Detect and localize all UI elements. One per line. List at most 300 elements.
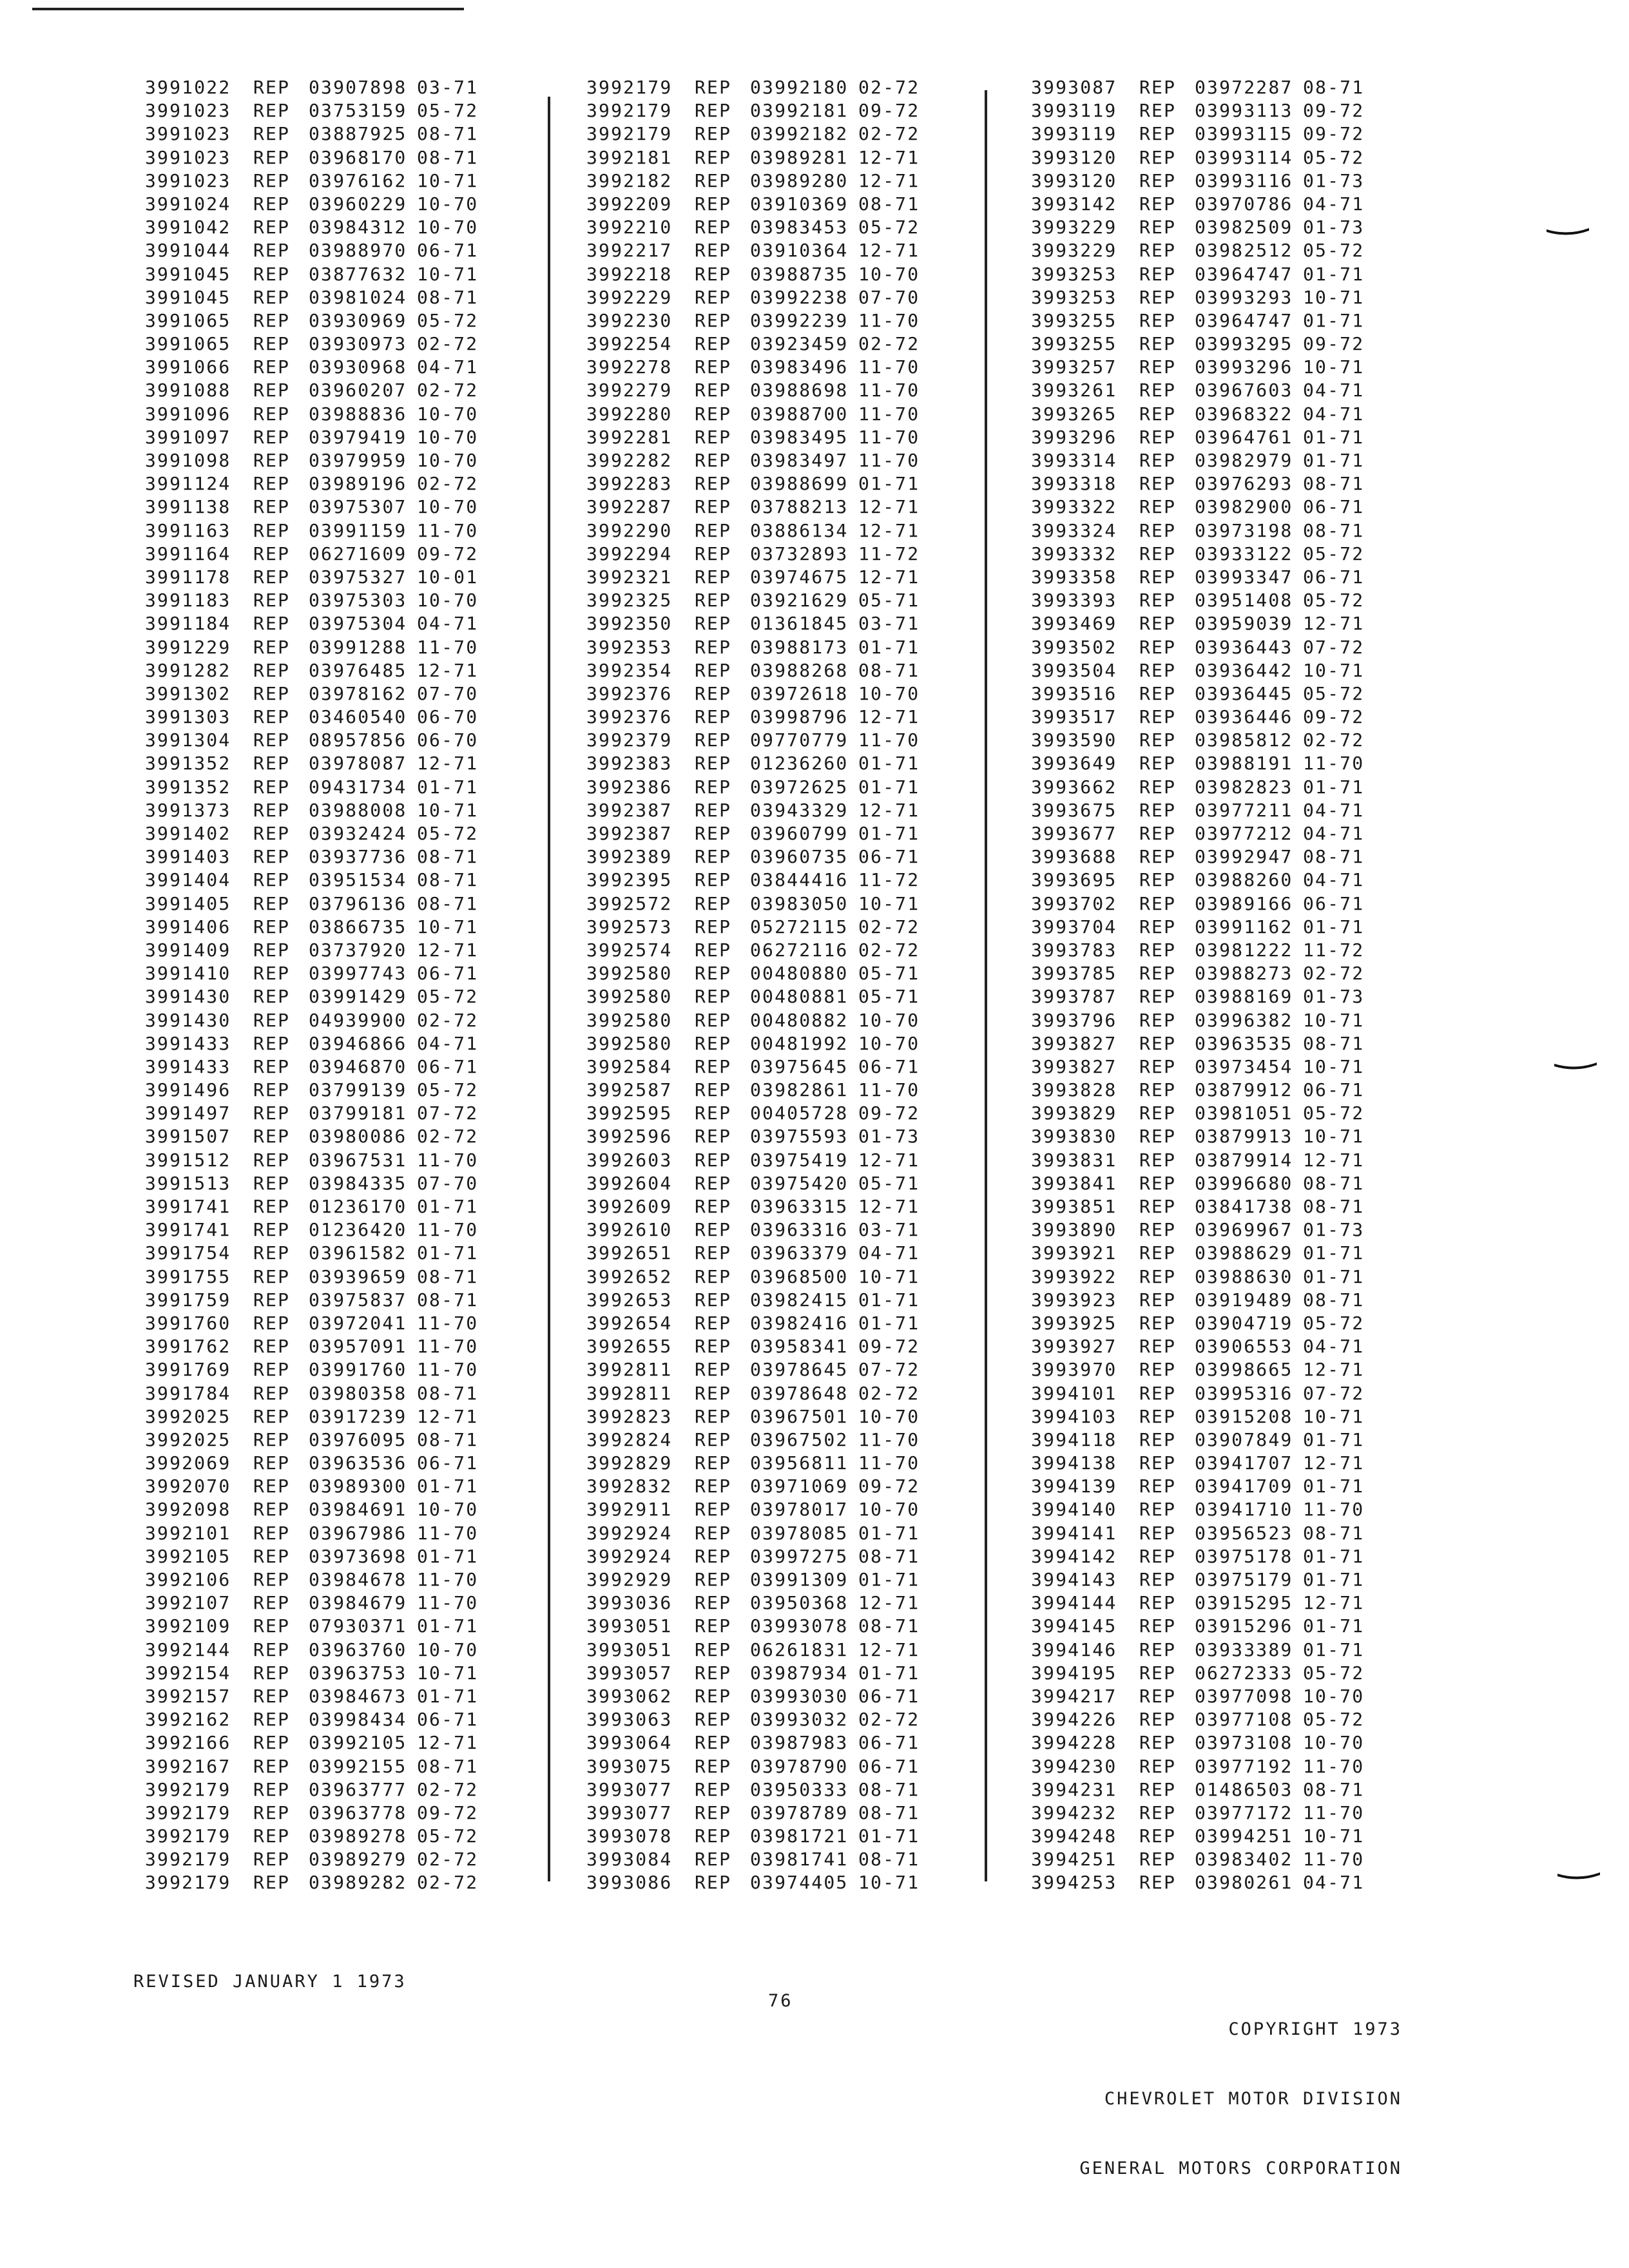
replacement-part-number: 03941709 bbox=[1195, 1475, 1293, 1497]
replacement-part-number: 08957856 bbox=[309, 729, 407, 751]
replacement-code: REP bbox=[253, 77, 291, 98]
replacement-code: REP bbox=[695, 1149, 732, 1171]
replacement-code: REP bbox=[1139, 77, 1177, 98]
replacement-part-number: 03988970 bbox=[309, 240, 407, 262]
effective-date: 05-72 bbox=[1303, 146, 1365, 168]
effective-date: 01-71 bbox=[417, 1545, 479, 1567]
part-number: 3993675 bbox=[1031, 799, 1117, 821]
replacement-code: REP bbox=[253, 1265, 291, 1287]
part-number: 3992181 bbox=[586, 146, 673, 168]
part-row bbox=[586, 1475, 936, 1498]
part-row bbox=[145, 1335, 494, 1358]
part-row bbox=[145, 1475, 494, 1498]
effective-date: 08-71 bbox=[417, 123, 479, 145]
effective-date: 12-71 bbox=[858, 519, 920, 541]
replacement-code: REP bbox=[253, 1569, 291, 1590]
part-row bbox=[1031, 379, 1380, 402]
part-row bbox=[145, 636, 494, 659]
part-number: 3994231 bbox=[1031, 1778, 1117, 1800]
replacement-part-number: 03978648 bbox=[750, 1382, 849, 1404]
part-number: 3992162 bbox=[145, 1709, 231, 1731]
part-row bbox=[586, 776, 936, 799]
replacement-part-number: 03963316 bbox=[750, 1219, 849, 1241]
replacement-part-number: 03975303 bbox=[309, 590, 407, 611]
part-row bbox=[145, 612, 494, 635]
replacement-code: REP bbox=[253, 403, 291, 425]
replacement-code: REP bbox=[253, 426, 291, 448]
replacement-code: REP bbox=[1139, 1172, 1177, 1194]
replacement-part-number: 03994251 bbox=[1195, 1825, 1293, 1847]
replacement-part-number: 03989280 bbox=[750, 169, 849, 191]
replacement-code: REP bbox=[695, 1499, 732, 1521]
effective-date: 12-71 bbox=[858, 1592, 920, 1614]
replacement-part-number: 03978017 bbox=[750, 1499, 849, 1521]
part-number: 3991045 bbox=[145, 286, 231, 308]
part-row bbox=[145, 449, 494, 472]
replacement-code: REP bbox=[695, 1709, 732, 1731]
part-number: 3991065 bbox=[145, 309, 231, 331]
part-row bbox=[586, 216, 936, 239]
part-number: 3993119 bbox=[1031, 100, 1117, 122]
part-row bbox=[1031, 845, 1380, 869]
part-number: 3991184 bbox=[145, 613, 231, 635]
replacement-part-number: 03936443 bbox=[1195, 636, 1293, 658]
effective-date: 07-70 bbox=[417, 682, 479, 704]
part-number: 3994230 bbox=[1031, 1755, 1117, 1777]
effective-date: 11-70 bbox=[1303, 1849, 1365, 1870]
replacement-code: REP bbox=[253, 613, 291, 635]
replacement-code: REP bbox=[1139, 706, 1177, 728]
replacement-code: REP bbox=[695, 986, 732, 1008]
part-number: 3992278 bbox=[586, 356, 673, 378]
replacement-part-number: 03963535 bbox=[1195, 1032, 1293, 1054]
part-number: 3992383 bbox=[586, 753, 673, 774]
replacement-code: REP bbox=[1139, 823, 1177, 844]
replacement-part-number: 03989166 bbox=[1195, 892, 1293, 914]
effective-date: 12-71 bbox=[858, 1196, 920, 1217]
effective-date: 11-70 bbox=[858, 1452, 920, 1474]
part-row bbox=[1031, 1848, 1380, 1871]
part-row bbox=[1031, 122, 1380, 146]
part-row bbox=[145, 309, 494, 332]
part-row bbox=[586, 76, 936, 99]
part-number: 3992379 bbox=[586, 729, 673, 751]
replacement-part-number: 03973698 bbox=[309, 1545, 407, 1567]
part-number: 3991410 bbox=[145, 963, 231, 985]
part-number: 3992069 bbox=[145, 1452, 231, 1474]
part-row bbox=[586, 332, 936, 356]
part-row bbox=[586, 916, 936, 939]
replacement-code: REP bbox=[695, 1592, 732, 1614]
part-number: 3993851 bbox=[1031, 1196, 1117, 1217]
replacement-code: REP bbox=[1139, 1055, 1177, 1077]
effective-date: 08-71 bbox=[858, 1615, 920, 1637]
effective-date: 11-70 bbox=[1303, 1755, 1365, 1777]
replacement-part-number: 03993114 bbox=[1195, 146, 1293, 168]
effective-date: 12-71 bbox=[858, 1639, 920, 1660]
replacement-part-number: 03951408 bbox=[1195, 590, 1293, 611]
replacement-part-number: 03975593 bbox=[750, 1126, 849, 1148]
part-row bbox=[586, 286, 936, 309]
part-number: 3993702 bbox=[1031, 892, 1117, 914]
part-number: 3993829 bbox=[1031, 1102, 1117, 1124]
part-number: 3991229 bbox=[145, 636, 231, 658]
effective-date: 10-70 bbox=[417, 450, 479, 471]
replacement-part-number: 03983402 bbox=[1195, 1849, 1293, 1870]
replacement-code: REP bbox=[253, 706, 291, 728]
effective-date: 12-71 bbox=[417, 1732, 479, 1754]
replacement-code: REP bbox=[253, 169, 291, 191]
replacement-code: REP bbox=[1139, 100, 1177, 122]
part-number: 3993925 bbox=[1031, 1312, 1117, 1334]
effective-date: 08-71 bbox=[417, 1289, 479, 1311]
replacement-part-number: 03975179 bbox=[1195, 1569, 1293, 1590]
replacement-part-number: 03919489 bbox=[1195, 1289, 1293, 1311]
replacement-code: REP bbox=[1139, 939, 1177, 961]
effective-date: 08-71 bbox=[1303, 77, 1365, 98]
replacement-part-number: 03930968 bbox=[309, 356, 407, 378]
effective-date: 11-70 bbox=[858, 309, 920, 331]
part-row bbox=[1031, 1475, 1380, 1498]
effective-date: 12-71 bbox=[417, 1405, 479, 1427]
binding-mark bbox=[1545, 226, 1590, 238]
part-row bbox=[1031, 1755, 1380, 1778]
replacement-code: REP bbox=[695, 1522, 732, 1544]
effective-date: 05-71 bbox=[858, 986, 920, 1008]
replacement-part-number: 03932424 bbox=[309, 823, 407, 844]
replacement-code: REP bbox=[1139, 240, 1177, 262]
effective-date: 12-71 bbox=[858, 496, 920, 518]
replacement-code: REP bbox=[253, 659, 291, 681]
effective-date: 10-71 bbox=[858, 1265, 920, 1287]
replacement-part-number: 03995316 bbox=[1195, 1382, 1293, 1404]
replacement-part-number: 03963315 bbox=[750, 1196, 849, 1217]
replacement-part-number: 03879914 bbox=[1195, 1149, 1293, 1171]
part-number: 3992279 bbox=[586, 380, 673, 401]
part-row bbox=[1031, 216, 1380, 239]
replacement-code: REP bbox=[1139, 193, 1177, 215]
part-row bbox=[1031, 706, 1380, 729]
part-number: 3991405 bbox=[145, 892, 231, 914]
part-number: 3993841 bbox=[1031, 1172, 1117, 1194]
part-number: 3992280 bbox=[586, 403, 673, 425]
replacement-code: REP bbox=[1139, 1662, 1177, 1684]
effective-date: 10-01 bbox=[417, 566, 479, 588]
effective-date: 08-71 bbox=[417, 1382, 479, 1404]
replacement-code: REP bbox=[1139, 753, 1177, 774]
replacement-code: REP bbox=[253, 939, 291, 961]
replacement-code: REP bbox=[1139, 1872, 1177, 1894]
part-row bbox=[586, 1172, 936, 1195]
effective-date: 10-70 bbox=[417, 496, 479, 518]
part-row bbox=[1031, 1172, 1380, 1195]
replacement-part-number: 03991760 bbox=[309, 1359, 407, 1381]
part-number: 3993036 bbox=[586, 1592, 673, 1614]
part-row bbox=[586, 169, 936, 193]
replacement-part-number: 03984678 bbox=[309, 1569, 407, 1590]
effective-date: 11-70 bbox=[417, 1592, 479, 1614]
part-number: 3991183 bbox=[145, 590, 231, 611]
replacement-part-number: 03998796 bbox=[750, 706, 849, 728]
top-rule bbox=[32, 8, 464, 10]
part-row bbox=[586, 1755, 936, 1778]
replacement-code: REP bbox=[695, 1545, 732, 1567]
part-number: 3993828 bbox=[1031, 1079, 1117, 1101]
part-number: 3993830 bbox=[1031, 1126, 1117, 1148]
effective-date: 12-71 bbox=[858, 169, 920, 191]
part-number: 3993504 bbox=[1031, 659, 1117, 681]
part-row bbox=[586, 239, 936, 262]
replacement-part-number: 03983497 bbox=[750, 450, 849, 471]
replacement-part-number: 03915208 bbox=[1195, 1405, 1293, 1427]
effective-date: 06-71 bbox=[1303, 892, 1365, 914]
part-number: 3993229 bbox=[1031, 216, 1117, 238]
part-number: 3994217 bbox=[1031, 1685, 1117, 1707]
part-row bbox=[1031, 146, 1380, 169]
effective-date: 03-71 bbox=[417, 77, 479, 98]
replacement-code: REP bbox=[1139, 1289, 1177, 1311]
part-number: 3993590 bbox=[1031, 729, 1117, 751]
replacement-part-number: 03993078 bbox=[750, 1615, 849, 1637]
replacement-part-number: 03977192 bbox=[1195, 1755, 1293, 1777]
part-row bbox=[145, 472, 494, 495]
replacement-code: REP bbox=[1139, 1569, 1177, 1590]
replacement-part-number: 03972625 bbox=[750, 776, 849, 798]
replacement-part-number: 03998434 bbox=[309, 1709, 407, 1731]
replacement-code: REP bbox=[1139, 1009, 1177, 1031]
replacement-code: REP bbox=[253, 1312, 291, 1334]
effective-date: 11-72 bbox=[858, 869, 920, 891]
part-row bbox=[1031, 659, 1380, 682]
part-row bbox=[1031, 939, 1380, 962]
replacement-code: REP bbox=[253, 1172, 291, 1194]
part-row bbox=[145, 1125, 494, 1148]
replacement-code: REP bbox=[1139, 169, 1177, 191]
part-row bbox=[586, 193, 936, 216]
part-number: 3993517 bbox=[1031, 706, 1117, 728]
part-row bbox=[586, 426, 936, 449]
replacement-code: REP bbox=[695, 1452, 732, 1474]
part-number: 3994145 bbox=[1031, 1615, 1117, 1637]
part-number: 3991164 bbox=[145, 543, 231, 564]
effective-date: 01-71 bbox=[858, 1289, 920, 1311]
replacement-code: REP bbox=[1139, 380, 1177, 401]
replacement-code: REP bbox=[253, 473, 291, 495]
replacement-part-number: 03936445 bbox=[1195, 682, 1293, 704]
replacement-part-number: 03977108 bbox=[1195, 1709, 1293, 1731]
part-row bbox=[145, 1778, 494, 1802]
replacement-part-number: 03991159 bbox=[309, 519, 407, 541]
replacement-part-number: 03977212 bbox=[1195, 823, 1293, 844]
part-number: 3992596 bbox=[586, 1126, 673, 1148]
part-row bbox=[586, 566, 936, 589]
part-row bbox=[586, 1708, 936, 1731]
replacement-code: REP bbox=[695, 682, 732, 704]
part-number: 3992157 bbox=[145, 1685, 231, 1707]
replacement-code: REP bbox=[253, 986, 291, 1008]
part-row bbox=[586, 1871, 936, 1894]
page-number: 76 bbox=[768, 1991, 793, 2011]
replacement-code: REP bbox=[1139, 892, 1177, 914]
part-number: 3991023 bbox=[145, 169, 231, 191]
part-row bbox=[586, 612, 936, 635]
replacement-part-number: 03972041 bbox=[309, 1312, 407, 1334]
part-number: 3992179 bbox=[586, 77, 673, 98]
part-number: 3992098 bbox=[145, 1499, 231, 1521]
part-row bbox=[586, 1452, 936, 1475]
part-row bbox=[1031, 892, 1380, 916]
part-number: 3992574 bbox=[586, 939, 673, 961]
part-row bbox=[145, 985, 494, 1008]
effective-date: 07-70 bbox=[417, 1172, 479, 1194]
part-number: 3992595 bbox=[586, 1102, 673, 1124]
replacement-part-number: 03984335 bbox=[309, 1172, 407, 1194]
part-number: 3993783 bbox=[1031, 939, 1117, 961]
effective-date: 09-72 bbox=[1303, 333, 1365, 355]
replacement-part-number: 03963760 bbox=[309, 1639, 407, 1660]
replacement-part-number: 03960799 bbox=[750, 823, 849, 844]
replacement-part-number: 03921629 bbox=[750, 590, 849, 611]
replacement-part-number: 03988629 bbox=[1195, 1242, 1293, 1264]
replacement-code: REP bbox=[695, 100, 732, 122]
effective-date: 10-70 bbox=[417, 193, 479, 215]
part-row bbox=[1031, 1708, 1380, 1731]
part-number: 3993662 bbox=[1031, 776, 1117, 798]
part-number: 3993084 bbox=[586, 1849, 673, 1870]
replacement-code: REP bbox=[253, 1196, 291, 1217]
part-number: 3991754 bbox=[145, 1242, 231, 1264]
parts-column-3 bbox=[1031, 76, 1380, 1895]
part-number: 3991755 bbox=[145, 1265, 231, 1287]
part-number: 3994144 bbox=[1031, 1592, 1117, 1614]
replacement-part-number: 03991162 bbox=[1195, 916, 1293, 937]
effective-date: 01-71 bbox=[1303, 263, 1365, 285]
replacement-code: REP bbox=[253, 1219, 291, 1241]
part-row bbox=[1031, 776, 1380, 799]
part-row bbox=[586, 122, 936, 146]
effective-date: 07-72 bbox=[1303, 636, 1365, 658]
column-divider bbox=[985, 90, 987, 1881]
part-row bbox=[145, 1312, 494, 1335]
part-number: 3993677 bbox=[1031, 823, 1117, 844]
effective-date: 04-71 bbox=[1303, 799, 1365, 821]
part-row bbox=[586, 1312, 936, 1335]
effective-date: 09-72 bbox=[858, 100, 920, 122]
replacement-part-number: 03967986 bbox=[309, 1522, 407, 1544]
part-row bbox=[1031, 1032, 1380, 1055]
replacement-part-number: 03989300 bbox=[309, 1475, 407, 1497]
part-number: 3992572 bbox=[586, 892, 673, 914]
effective-date: 08-71 bbox=[1303, 1778, 1365, 1800]
part-row bbox=[1031, 426, 1380, 449]
replacement-code: REP bbox=[253, 309, 291, 331]
effective-date: 08-71 bbox=[417, 869, 479, 891]
part-number: 3991769 bbox=[145, 1359, 231, 1381]
replacement-code: REP bbox=[695, 1102, 732, 1124]
replacement-part-number: 03991429 bbox=[309, 986, 407, 1008]
part-number: 3992610 bbox=[586, 1219, 673, 1241]
part-row bbox=[586, 1218, 936, 1242]
effective-date: 06-71 bbox=[417, 963, 479, 985]
part-row bbox=[586, 1358, 936, 1381]
replacement-code: REP bbox=[253, 1359, 291, 1381]
part-number: 3991512 bbox=[145, 1149, 231, 1171]
part-row bbox=[586, 1685, 936, 1708]
replacement-part-number: 03992238 bbox=[750, 286, 849, 308]
part-number: 3991741 bbox=[145, 1196, 231, 1217]
part-number: 3992580 bbox=[586, 1009, 673, 1031]
part-number: 3992832 bbox=[586, 1475, 673, 1497]
effective-date: 09-72 bbox=[858, 1475, 920, 1497]
part-number: 3993296 bbox=[1031, 426, 1117, 448]
part-row bbox=[145, 869, 494, 892]
replacement-part-number: 03987983 bbox=[750, 1732, 849, 1754]
part-number: 3993062 bbox=[586, 1685, 673, 1707]
part-row bbox=[586, 1522, 936, 1545]
part-row bbox=[1031, 472, 1380, 495]
replacement-code: REP bbox=[695, 963, 732, 985]
part-number: 3993516 bbox=[1031, 682, 1117, 704]
part-row bbox=[1031, 356, 1380, 379]
part-number: 3993120 bbox=[1031, 169, 1117, 191]
replacement-part-number: 03963778 bbox=[309, 1802, 407, 1823]
replacement-part-number: 03978085 bbox=[750, 1522, 849, 1544]
effective-date: 06-71 bbox=[417, 1709, 479, 1731]
part-row bbox=[145, 216, 494, 239]
part-row bbox=[586, 1102, 936, 1125]
part-number: 3991282 bbox=[145, 659, 231, 681]
part-number: 3992354 bbox=[586, 659, 673, 681]
part-row bbox=[1031, 1452, 1380, 1475]
effective-date: 05-72 bbox=[417, 823, 479, 844]
part-row bbox=[1031, 1778, 1380, 1802]
part-row bbox=[1031, 449, 1380, 472]
effective-date: 10-70 bbox=[417, 216, 479, 238]
replacement-code: REP bbox=[695, 473, 732, 495]
part-number: 3993057 bbox=[586, 1662, 673, 1684]
effective-date: 11-70 bbox=[858, 1079, 920, 1101]
part-number: 3992609 bbox=[586, 1196, 673, 1217]
effective-date: 02-72 bbox=[1303, 729, 1365, 751]
part-number: 3994251 bbox=[1031, 1849, 1117, 1870]
effective-date: 07-72 bbox=[417, 1102, 479, 1124]
part-row bbox=[145, 263, 494, 286]
replacement-code: REP bbox=[253, 1709, 291, 1731]
replacement-part-number: 03988698 bbox=[750, 380, 849, 401]
replacement-code: REP bbox=[695, 1662, 732, 1684]
part-number: 3991302 bbox=[145, 682, 231, 704]
part-row bbox=[586, 1591, 936, 1615]
replacement-code: REP bbox=[253, 1802, 291, 1823]
replacement-part-number: 03969967 bbox=[1195, 1219, 1293, 1241]
replacement-part-number: 03980358 bbox=[309, 1382, 407, 1404]
part-row bbox=[1031, 1615, 1380, 1638]
replacement-code: REP bbox=[695, 1265, 732, 1287]
part-row bbox=[586, 589, 936, 612]
replacement-part-number: 03978789 bbox=[750, 1802, 849, 1823]
replacement-code: REP bbox=[1139, 1709, 1177, 1731]
effective-date: 04-71 bbox=[858, 1242, 920, 1264]
replacement-part-number: 03937736 bbox=[309, 846, 407, 868]
replacement-code: REP bbox=[253, 1055, 291, 1077]
part-row bbox=[586, 1405, 936, 1428]
replacement-code: REP bbox=[695, 1126, 732, 1148]
effective-date: 11-70 bbox=[417, 1149, 479, 1171]
part-row bbox=[145, 495, 494, 519]
replacement-part-number: 03983495 bbox=[750, 426, 849, 448]
effective-date: 01-71 bbox=[1303, 426, 1365, 448]
part-row bbox=[586, 636, 936, 659]
